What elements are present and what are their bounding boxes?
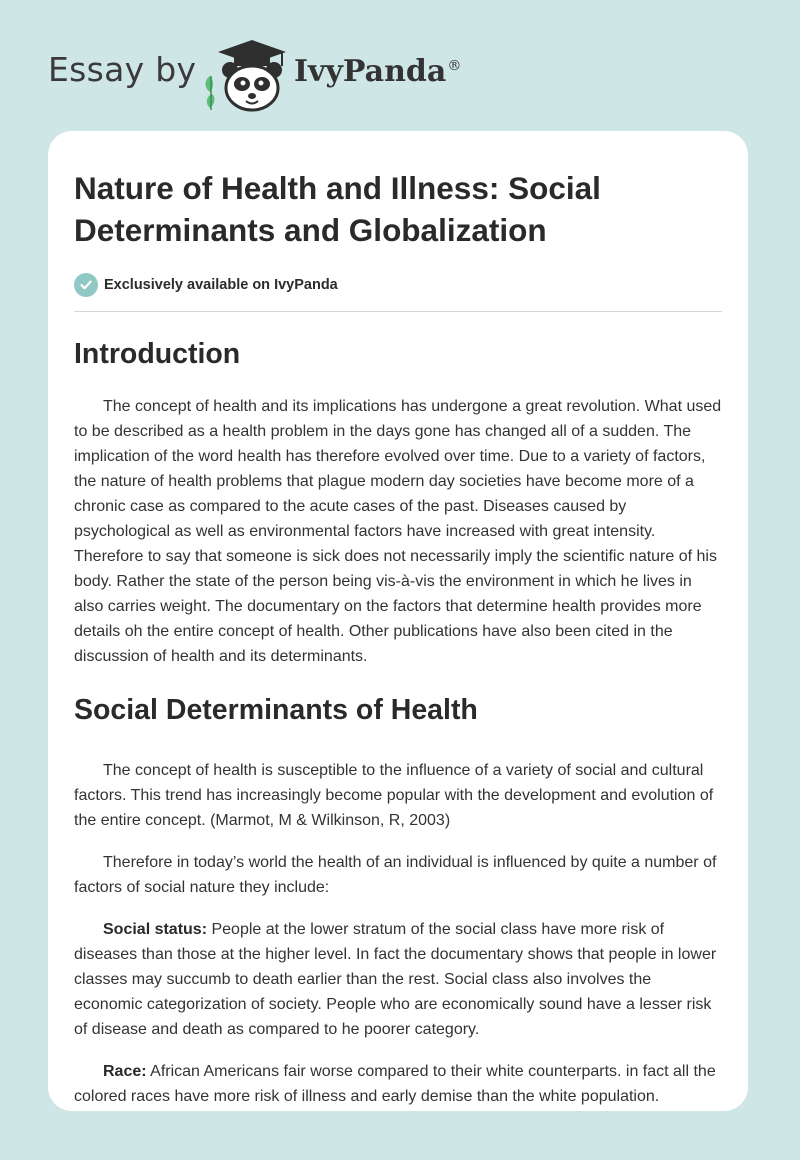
term-label: Social status: — [103, 921, 208, 938]
section-heading-social-determinants: Social Determinants of Health — [74, 694, 478, 726]
paragraph: The concept of health and its implications has undergone a great revolution. What used to be described as a health problem in the days gone has changed all of a sudden. The implication of the word health has therefore evolved over time. Due to a variety of factors, the nature of health problems that plague modern day societies have become more of a chronic case as compared to the acute cases of the past. Diseases caused by psychological as well as environmental factors have increased with great intensity. Therefore to say that someone is sick does not necessarily imply the scientific nature of his body. Rather the state of the person being vis-à-vis the environment in which he lives in also carries weight. The documentary on the factors that determine health provides more details oh the entire concept of health. Other publications have also been cited in the discussion of health and its determinants. — [74, 398, 722, 665]
panda-logo-icon[interactable] — [200, 36, 292, 112]
divider — [74, 311, 722, 312]
term-description: People at the lower stratum of the social class have more risk of diseases than those at the higher level. In fact the documentary shows that people in lower classes may succumb to death earlier than the rest. Social class also involves the economic categorization of society. People who are economically sound have a lesser risk of disease and death as compared to he poorer category. — [74, 921, 717, 1038]
section-heading-introduction: Introduction — [74, 338, 241, 370]
exclusive-badge-text: Exclusively available on IvyPanda — [104, 277, 338, 293]
exclusive-badge — [74, 272, 722, 298]
brand-name[interactable] — [294, 54, 461, 89]
list-item-race — [74, 1059, 722, 1109]
registered-mark: ® — [447, 58, 462, 74]
term-description: African Americans fair worse compared to their white counterparts. in fact all the colored races have more risk of illness and early demise than the white population. — [74, 1063, 716, 1105]
site-header — [0, 0, 800, 120]
check-circle-icon — [74, 273, 98, 297]
paragraph: Therefore in today’s world the health of an individual is influenced by quite a number of factors of social nature they include: — [74, 854, 717, 896]
term-label: Race: — [103, 1063, 147, 1080]
brand-name-text: IvyPanda — [294, 54, 447, 89]
page-title: Nature of Health and Illness: Social Determinants and Globalization — [74, 170, 601, 248]
essay-card — [48, 131, 748, 1111]
paragraph: The concept of health is susceptible to the influence of a variety of social and cultural factors. This trend has increasingly become popular with the development and evolution of the entire concept. (Marmot, M & Wilkinson, R, 2003) — [74, 762, 714, 829]
list-item-social-status — [74, 917, 722, 1042]
essay-by-label: Essay by — [48, 50, 197, 89]
